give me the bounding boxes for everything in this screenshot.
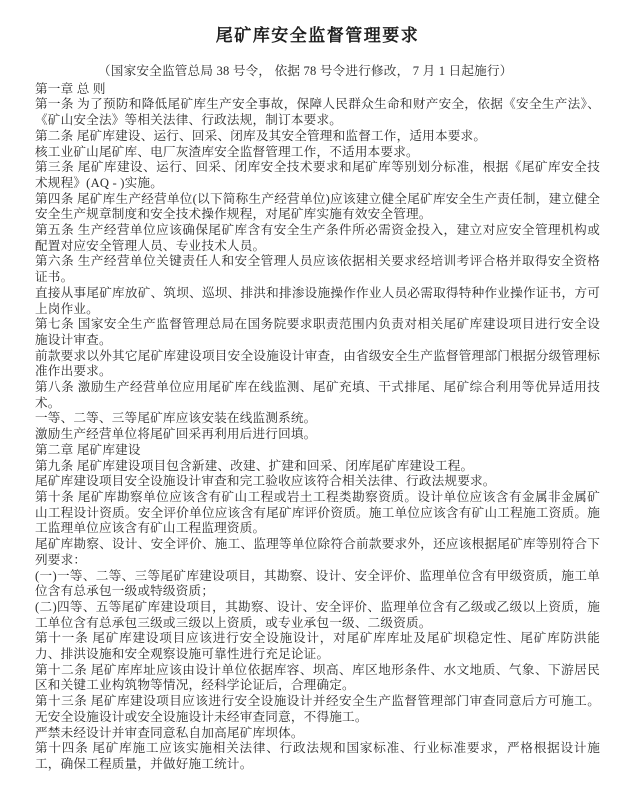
paragraph: 第十四条 尾矿库施工应该实施相关法律、行政法规和国家标准、行业标准要求，严格根据设计施工，确保工程质量，并做好施工统计。 <box>35 741 600 771</box>
document-title: 尾矿库安全监督管理要求 <box>215 26 420 45</box>
paragraph: 一等、二等、三等尾矿库应该安装在线监测系统。 <box>35 411 317 426</box>
paragraph: 第九条 尾矿库建设项目包含新建、改建、扩建和回采、闭库尾矿库建设工程。 <box>35 458 474 473</box>
paragraph: (二)四等、五等尾矿库建设项目，其勘察、设计、安全评价、监理单位含有乙级或乙级以上资质，施工单位含有总承包三级或三级以上资质，或专业承包一级、二级资质。 <box>35 599 600 630</box>
paragraph: 核工业矿山尾矿库、电厂灰渣库安全监督管理工作，不适用本要求。 <box>35 144 419 159</box>
paragraph: 第六条 生产经营单位关键责任人和安全管理人员应该依据相关要求经培训考评合格并取得安全资格证书。 <box>35 254 600 285</box>
paragraph: 第二条 尾矿库建设、运行、回采、闭库及其安全管理和监督工作，适用本要求。 <box>35 128 487 143</box>
paragraph: 激励生产经营单位将尾矿回采再利用后进行回填。 <box>35 427 317 442</box>
paragraph: 前款要求以外其它尾矿库建设项目安全设施设计审查，由省级安全生产监督管理部门根据分级管理标准作出要求。 <box>35 348 600 379</box>
paragraph: 第三条 尾矿库建设、运行、回采、闭库安全技术要求和尾矿库等别划分标准，根据《尾矿库安全技术规程》(AQ - )实施。 <box>35 160 600 190</box>
paragraph: 第七条 国家安全生产监督管理总局在国务院要求职责范围内负责对相关尾矿库建设项目进行安全设施设计审查。 <box>35 317 600 347</box>
paragraph: 第十条 尾矿库勘察单位应该含有矿山工程或岩土工程类勘察资质。设计单位应该含有金属非金属矿山工程设计资质。安全评价单位应该含有尾矿库评价资质。施工单位应该含有矿山工程施工资质。施工监理单位应该含有矿山工程监理资质。 <box>35 489 600 536</box>
paragraph: 第一条 为了预防和降低尾矿库生产安全事故，保障人民群众生命和财产安全，依据《安全生产法》、《矿山安全法》等相关法律、行政法规，制订本要求。 <box>35 97 600 128</box>
paragraph: 第一章 总 则 <box>35 81 106 96</box>
paragraph: 第五条 生产经营单位应该确保尾矿库含有安全生产条件所必需资金投入，建立对应安全管理机构或配置对应安全管理人员、专业技术人员。 <box>35 223 600 253</box>
paragraph: 严禁未经设计并审查同意私自加高尾矿库坝体。 <box>35 725 304 740</box>
paragraph: 第八条 激励生产经营单位应用尾矿库在线监测、尾矿充填、干式排尾、尾矿综合利用等优异适用技术。 <box>35 380 600 410</box>
paragraph: 第二章 尾矿库建设 <box>35 442 141 457</box>
paragraph: 第十二条 尾矿库库址应该由设计单位依据库容、坝高、库区地形条件、水文地质、气象、下游居民区和关键工业构筑物等情况，经科学论证后，合理确定。 <box>35 662 600 693</box>
document-subtitle: （国家安全监管总局 38 号令， 依据 78 号令进行修改， 7 月 1 日起施行） <box>98 64 513 78</box>
paragraph: 第十一条 尾矿库建设项目应该进行安全设施设计，对尾矿库库址及尾矿坝稳定性、尾矿库防洪能力、排洪设施和安全观察设施可靠性进行充足论证。 <box>35 631 600 662</box>
paragraph: (一)一等、二等、三等尾矿库建设项目，其勘察、设计、安全评价、监理单位含有甲级资质，施工单位含有总承包一级或特级资质； <box>35 568 600 599</box>
document-body <box>35 82 600 773</box>
paragraph: 第四条 尾矿库生产经营单位(以下简称生产经营单位)应该建立健全尾矿库安全生产责任制，建立健全安全生产规章制度和安全技术操作规程，对尾矿库实施有效安全管理。 <box>35 191 600 222</box>
paragraph: 尾矿库建设项目安全设施设计审查和完工验收应该符合相关法律、行政法规要求。 <box>35 474 496 489</box>
paragraph: 尾矿库勘察、设计、安全评价、施工、监理等单位除符合前款要求外，还应该根据尾矿库等别符合下列要求： <box>35 537 600 567</box>
paragraph: 第十三条 尾矿库建设项目应该进行安全设施设计并经安全生产监督管理部门审查同意后方可施工。无安全设施设计或安全设施设计未经审查同意，不得施工。 <box>35 694 600 724</box>
paragraph: 直接从事尾矿库放矿、筑坝、巡坝、排洪和排渗设施操作作业人员必需取得特种作业操作证书，方可上岗作业。 <box>35 285 600 316</box>
